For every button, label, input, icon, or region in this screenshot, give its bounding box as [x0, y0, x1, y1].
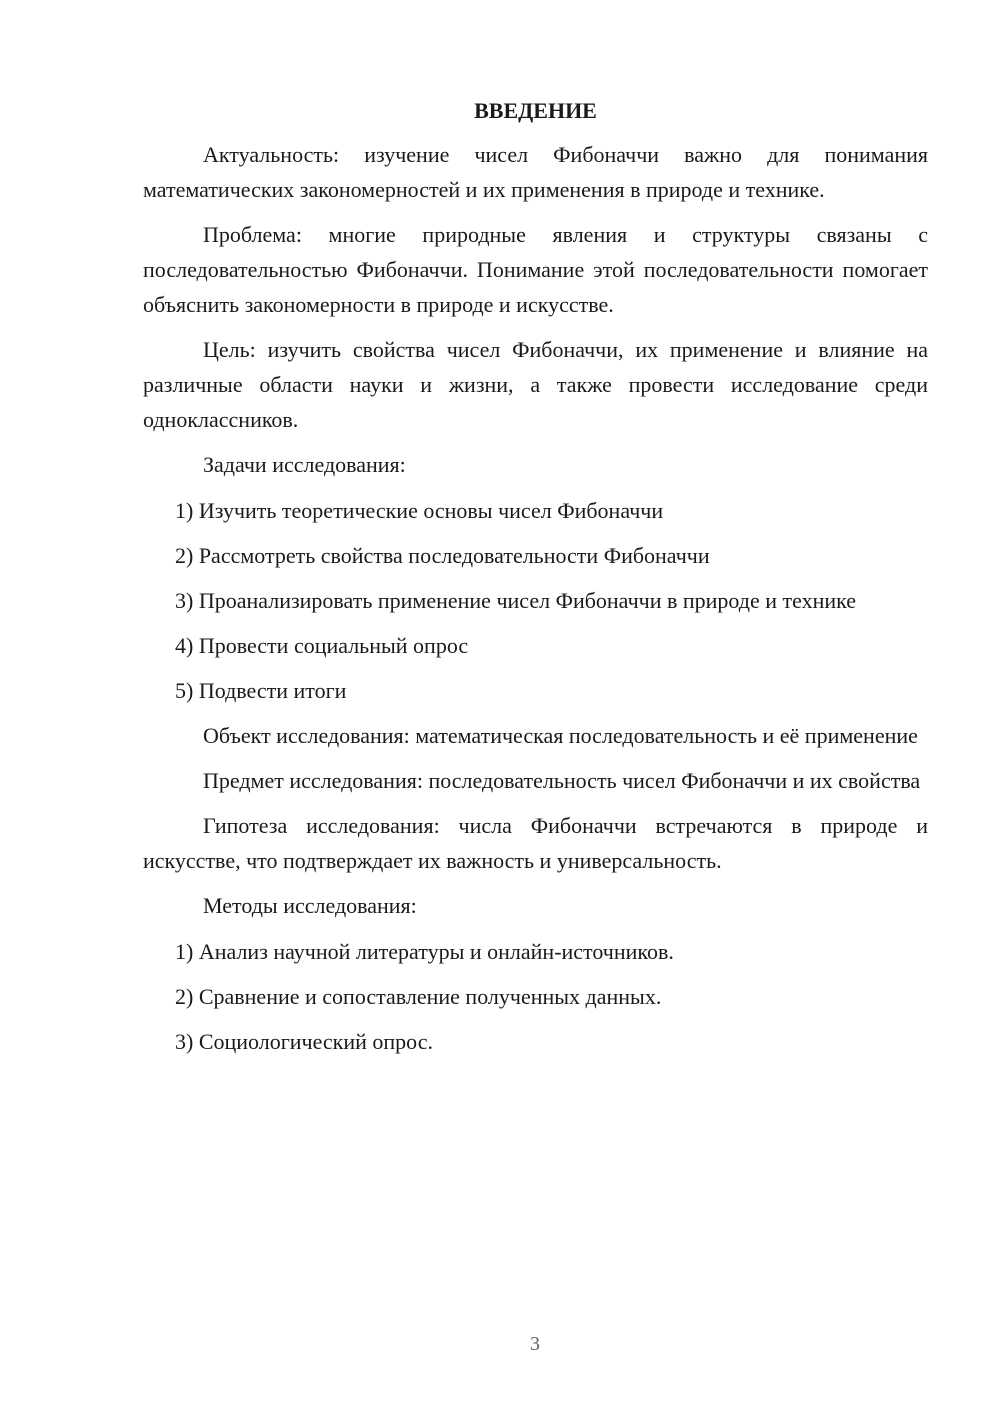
- problem-paragraph: Проблема: многие природные явления и структуры связаны с последовательностью Фибоначчи. Понимание этой последовательности помогает объяснить закономерности в природе и искусстве.: [143, 222, 928, 317]
- hypothesis-paragraph: Гипотеза исследования: числа Фибоначчи встречаются в природе и искусстве, что подтверждает их важность и универсальность.: [143, 813, 928, 873]
- task-item: 3) Проанализировать применение чисел Фибоначчи в природе и технике: [175, 588, 857, 613]
- document-page: [143, 95, 928, 1069]
- page-number: 3: [530, 1333, 540, 1355]
- task-item: 4) Провести социальный опрос: [175, 633, 469, 658]
- task-item: 5) Подвести итоги: [175, 678, 347, 703]
- methods-heading: Методы исследования:: [203, 893, 417, 918]
- relevance-paragraph: Актуальность: изучение чисел Фибоначчи важно для понимания математических закономерностей и их применения в природе и технике.: [143, 142, 928, 202]
- method-item: 3) Социологический опрос.: [175, 1029, 433, 1054]
- section-title: ВВЕДЕНИЕ: [474, 98, 597, 123]
- object-paragraph: Объект исследования: математическая последовательность и её применение: [203, 723, 918, 748]
- task-item: 2) Рассмотреть свойства последовательности Фибоначчи: [175, 543, 710, 568]
- method-item: 2) Сравнение и сопоставление полученных данных.: [175, 984, 662, 1009]
- subject-paragraph: Предмет исследования: последовательность чисел Фибоначчи и их свойства: [203, 768, 921, 793]
- task-item: 1) Изучить теоретические основы чисел Фибоначчи: [175, 498, 664, 523]
- method-item: 1) Анализ научной литературы и онлайн-источников.: [175, 939, 674, 964]
- goal-paragraph: Цель: изучить свойства чисел Фибоначчи, их применение и влияние на различные области науки и жизни, а также провести исследование среди одноклассников.: [143, 337, 928, 432]
- tasks-heading: Задачи исследования:: [203, 452, 406, 477]
